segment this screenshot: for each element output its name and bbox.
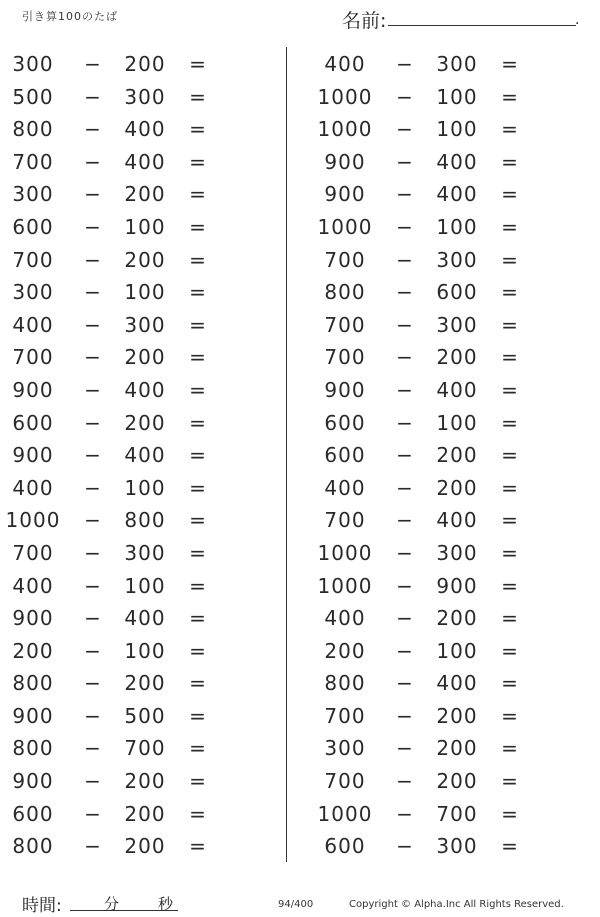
problem-row: [312, 178, 572, 211]
problem-row: [312, 113, 572, 146]
equals-sign: =: [189, 638, 207, 663]
problem-row: [0, 667, 260, 700]
minus-sign: −: [396, 736, 414, 761]
subtrahend: 200: [124, 52, 166, 76]
worksheet-title: 引き算100のたば: [22, 10, 118, 23]
subtrahend: 200: [436, 769, 478, 794]
problem-row: [0, 635, 260, 668]
equals-sign: =: [189, 280, 207, 305]
problem-row: [0, 504, 260, 537]
minuend: 800: [12, 834, 54, 859]
problem-row: [312, 765, 572, 798]
problem-row: [312, 341, 572, 374]
equals-sign: =: [501, 247, 519, 272]
minus-sign: −: [396, 149, 414, 174]
minuend: 900: [12, 769, 54, 794]
minus-sign: −: [396, 280, 414, 305]
minuend: 200: [12, 638, 54, 663]
problem-row: [312, 244, 572, 277]
minuend: 700: [324, 703, 366, 728]
minuend: 700: [324, 312, 366, 337]
subtrahend: 100: [124, 214, 166, 239]
subtrahend: 400: [436, 508, 478, 533]
equals-sign: =: [189, 606, 207, 631]
subtrahend: 200: [124, 671, 166, 696]
equals-sign: =: [189, 214, 207, 239]
minuend: 1000: [317, 84, 373, 109]
minuend: 400: [324, 475, 366, 500]
column-divider: [286, 47, 287, 862]
minus-sign: −: [396, 247, 414, 272]
subtrahend: 100: [436, 214, 478, 239]
problem-row: [0, 341, 260, 374]
subtrahend: 400: [436, 671, 478, 696]
minuend: 900: [12, 606, 54, 631]
problem-row: [312, 830, 572, 863]
problem-row: [312, 146, 572, 179]
problem-row: [312, 374, 572, 407]
equals-sign: =: [189, 703, 207, 728]
equals-sign: =: [501, 736, 519, 761]
equals-sign: =: [189, 834, 207, 859]
minuend: 900: [12, 703, 54, 728]
problem-row: [312, 602, 572, 635]
equals-sign: =: [501, 671, 519, 696]
minuend: 400: [12, 573, 54, 598]
equals-sign: =: [189, 801, 207, 826]
minuend: 700: [12, 149, 54, 174]
subtrahend: 200: [436, 443, 478, 468]
equals-sign: =: [189, 736, 207, 761]
subtrahend: 400: [436, 377, 478, 402]
minutes-label: 分: [104, 895, 120, 913]
subtrahend: 200: [436, 606, 478, 631]
equals-sign: =: [501, 540, 519, 565]
problem-row: [0, 407, 260, 440]
minus-sign: −: [84, 801, 102, 826]
minuend: 700: [12, 247, 54, 272]
minus-sign: −: [84, 312, 102, 337]
equals-sign: =: [189, 769, 207, 794]
problem-row: [312, 407, 572, 440]
subtrahend: 100: [124, 475, 166, 500]
problem-row: [0, 732, 260, 765]
problem-row: [0, 81, 260, 114]
equals-sign: =: [189, 52, 207, 76]
minuend: 300: [12, 182, 54, 207]
problem-row: [0, 113, 260, 146]
equals-sign: =: [189, 540, 207, 565]
problem-row: [0, 211, 260, 244]
minuend: 600: [324, 410, 366, 435]
minus-sign: −: [396, 703, 414, 728]
minuend: 700: [12, 345, 54, 370]
problem-row: [312, 276, 572, 309]
subtrahend: 300: [436, 540, 478, 565]
problem-row: [0, 765, 260, 798]
subtrahend: 700: [436, 801, 478, 826]
minus-sign: −: [396, 475, 414, 500]
equals-sign: =: [189, 475, 207, 500]
minuend: 300: [12, 280, 54, 305]
minus-sign: −: [396, 345, 414, 370]
equals-sign: =: [189, 345, 207, 370]
subtrahend: 400: [124, 149, 166, 174]
problem-row: [0, 830, 260, 863]
minuend: 600: [12, 214, 54, 239]
problem-row: [0, 537, 260, 570]
time-label: 時間:: [22, 896, 62, 916]
minus-sign: −: [84, 573, 102, 598]
minuend: 900: [12, 377, 54, 402]
subtrahend: 400: [436, 149, 478, 174]
equals-sign: =: [501, 801, 519, 826]
minus-sign: −: [396, 801, 414, 826]
problem-row: [312, 667, 572, 700]
problem-row: [312, 81, 572, 114]
equals-sign: =: [501, 117, 519, 142]
subtrahend: 400: [124, 443, 166, 468]
equals-sign: =: [501, 214, 519, 239]
seconds-label: 秒: [158, 895, 174, 913]
subtrahend: 500: [124, 703, 166, 728]
problem-row: [0, 146, 260, 179]
problem-row: [312, 732, 572, 765]
minus-sign: −: [396, 508, 414, 533]
minus-sign: −: [396, 377, 414, 402]
minus-sign: −: [84, 52, 102, 76]
minuend: 700: [324, 247, 366, 272]
minus-sign: −: [84, 834, 102, 859]
equals-sign: =: [189, 508, 207, 533]
subtrahend: 300: [124, 312, 166, 337]
subtrahend: 200: [436, 475, 478, 500]
problem-row: [312, 570, 572, 603]
equals-sign: =: [189, 247, 207, 272]
equals-sign: =: [501, 475, 519, 500]
minuend: 900: [324, 149, 366, 174]
minus-sign: −: [84, 475, 102, 500]
equals-sign: =: [189, 443, 207, 468]
minus-sign: −: [84, 149, 102, 174]
problem-row: [0, 374, 260, 407]
name-label: 名前:: [342, 10, 387, 32]
minus-sign: −: [84, 671, 102, 696]
equals-sign: =: [501, 377, 519, 402]
subtrahend: 200: [124, 247, 166, 272]
equals-sign: =: [501, 769, 519, 794]
minus-sign: −: [84, 345, 102, 370]
equals-sign: =: [501, 312, 519, 337]
subtrahend: 400: [436, 182, 478, 207]
minuend: 300: [12, 52, 54, 76]
copyright-notice: Copyright © Alpha.Inc All Rights Reserved.: [349, 899, 564, 910]
subtrahend: 400: [124, 606, 166, 631]
minus-sign: −: [396, 182, 414, 207]
minus-sign: −: [396, 834, 414, 859]
subtrahend: 300: [436, 247, 478, 272]
minus-sign: −: [84, 443, 102, 468]
subtrahend: 300: [436, 834, 478, 859]
minuend: 600: [324, 443, 366, 468]
minus-sign: −: [84, 247, 102, 272]
minuend: 900: [324, 377, 366, 402]
subtrahend: 100: [436, 117, 478, 142]
minuend: 500: [12, 84, 54, 109]
minus-sign: −: [396, 638, 414, 663]
equals-sign: =: [189, 312, 207, 337]
minus-sign: −: [84, 638, 102, 663]
minus-sign: −: [396, 52, 414, 76]
problem-row: [312, 700, 572, 733]
equals-sign: =: [501, 606, 519, 631]
equals-sign: =: [501, 410, 519, 435]
equals-sign: =: [501, 703, 519, 728]
minus-sign: −: [396, 671, 414, 696]
minus-sign: −: [84, 377, 102, 402]
minuend: 800: [12, 117, 54, 142]
equals-sign: =: [501, 573, 519, 598]
minuend: 600: [12, 801, 54, 826]
equals-sign: =: [501, 508, 519, 533]
equals-sign: =: [189, 573, 207, 598]
minus-sign: −: [396, 84, 414, 109]
minus-sign: −: [84, 214, 102, 239]
minus-sign: −: [84, 736, 102, 761]
minus-sign: −: [396, 769, 414, 794]
page-count: 94/400: [278, 899, 314, 910]
minuend: 1000: [317, 117, 373, 142]
minuend: 700: [324, 769, 366, 794]
subtrahend: 600: [436, 280, 478, 305]
minus-sign: −: [396, 312, 414, 337]
minuend: 200: [324, 638, 366, 663]
equals-sign: =: [189, 671, 207, 696]
minus-sign: −: [396, 606, 414, 631]
problem-row: [312, 472, 572, 505]
problem-row: [0, 48, 260, 81]
minuend: 700: [12, 540, 54, 565]
minuend: 400: [324, 52, 366, 76]
subtrahend: 300: [124, 540, 166, 565]
equals-sign: =: [189, 410, 207, 435]
minus-sign: −: [84, 769, 102, 794]
subtrahend: 300: [436, 312, 478, 337]
minuend: 900: [12, 443, 54, 468]
subtrahend: 100: [436, 84, 478, 109]
equals-sign: =: [501, 280, 519, 305]
minuend: 1000: [5, 508, 61, 533]
problem-row: [0, 439, 260, 472]
minus-sign: −: [396, 117, 414, 142]
minus-sign: −: [84, 508, 102, 533]
minuend: 1000: [317, 540, 373, 565]
minus-sign: −: [396, 443, 414, 468]
minuend: 800: [324, 280, 366, 305]
subtrahend: 200: [124, 410, 166, 435]
minuend: 400: [12, 475, 54, 500]
name-field-line: [388, 25, 576, 26]
subtrahend: 300: [124, 84, 166, 109]
left-problem-column: [0, 48, 260, 863]
equals-sign: =: [501, 84, 519, 109]
minus-sign: −: [84, 182, 102, 207]
subtrahend: 200: [124, 834, 166, 859]
minus-sign: −: [84, 410, 102, 435]
subtrahend: 200: [436, 736, 478, 761]
minuend: 700: [324, 345, 366, 370]
equals-sign: =: [189, 117, 207, 142]
subtrahend: 200: [436, 345, 478, 370]
minus-sign: −: [84, 540, 102, 565]
problem-row: [312, 537, 572, 570]
subtrahend: 700: [124, 736, 166, 761]
minuend: 900: [324, 182, 366, 207]
minuend: 600: [324, 834, 366, 859]
problem-row: [312, 439, 572, 472]
minuend: 800: [12, 671, 54, 696]
minuend: 800: [324, 671, 366, 696]
minuend: 400: [324, 606, 366, 631]
subtrahend: 200: [436, 703, 478, 728]
problem-row: [0, 700, 260, 733]
equals-sign: =: [501, 149, 519, 174]
problem-row: [312, 309, 572, 342]
name-field-dot: .: [575, 12, 580, 28]
problem-row: [312, 48, 572, 81]
equals-sign: =: [501, 345, 519, 370]
minuend: 300: [324, 736, 366, 761]
right-problem-column: [312, 48, 572, 863]
subtrahend: 300: [436, 52, 478, 76]
minus-sign: −: [396, 573, 414, 598]
minus-sign: −: [84, 606, 102, 631]
equals-sign: =: [501, 443, 519, 468]
minuend: 1000: [317, 214, 373, 239]
subtrahend: 100: [124, 573, 166, 598]
subtrahend: 200: [124, 801, 166, 826]
subtrahend: 400: [124, 377, 166, 402]
problem-row: [0, 178, 260, 211]
subtrahend: 100: [124, 638, 166, 663]
problem-row: [312, 798, 572, 831]
minuend: 700: [324, 508, 366, 533]
equals-sign: =: [501, 638, 519, 663]
problem-row: [0, 798, 260, 831]
minus-sign: −: [84, 117, 102, 142]
equals-sign: =: [501, 52, 519, 76]
minus-sign: −: [84, 280, 102, 305]
minuend: 1000: [317, 573, 373, 598]
minuend: 600: [12, 410, 54, 435]
minus-sign: −: [396, 410, 414, 435]
minuend: 800: [12, 736, 54, 761]
subtrahend: 200: [124, 345, 166, 370]
subtrahend: 100: [124, 280, 166, 305]
problem-row: [312, 635, 572, 668]
equals-sign: =: [189, 377, 207, 402]
subtrahend: 900: [436, 573, 478, 598]
problem-row: [0, 472, 260, 505]
minus-sign: −: [396, 540, 414, 565]
minus-sign: −: [84, 703, 102, 728]
subtrahend: 800: [124, 508, 166, 533]
problem-row: [0, 244, 260, 277]
equals-sign: =: [189, 182, 207, 207]
subtrahend: 100: [436, 410, 478, 435]
subtrahend: 200: [124, 769, 166, 794]
problem-row: [0, 602, 260, 635]
problem-row: [312, 211, 572, 244]
problem-row: [312, 504, 572, 537]
problem-row: [0, 309, 260, 342]
subtrahend: 100: [436, 638, 478, 663]
minus-sign: −: [396, 214, 414, 239]
minuend: 400: [12, 312, 54, 337]
equals-sign: =: [501, 834, 519, 859]
minuend: 1000: [317, 801, 373, 826]
equals-sign: =: [189, 84, 207, 109]
problem-row: [0, 570, 260, 603]
subtrahend: 200: [124, 182, 166, 207]
subtrahend: 400: [124, 117, 166, 142]
minus-sign: −: [84, 84, 102, 109]
equals-sign: =: [501, 182, 519, 207]
problem-row: [0, 276, 260, 309]
equals-sign: =: [189, 149, 207, 174]
